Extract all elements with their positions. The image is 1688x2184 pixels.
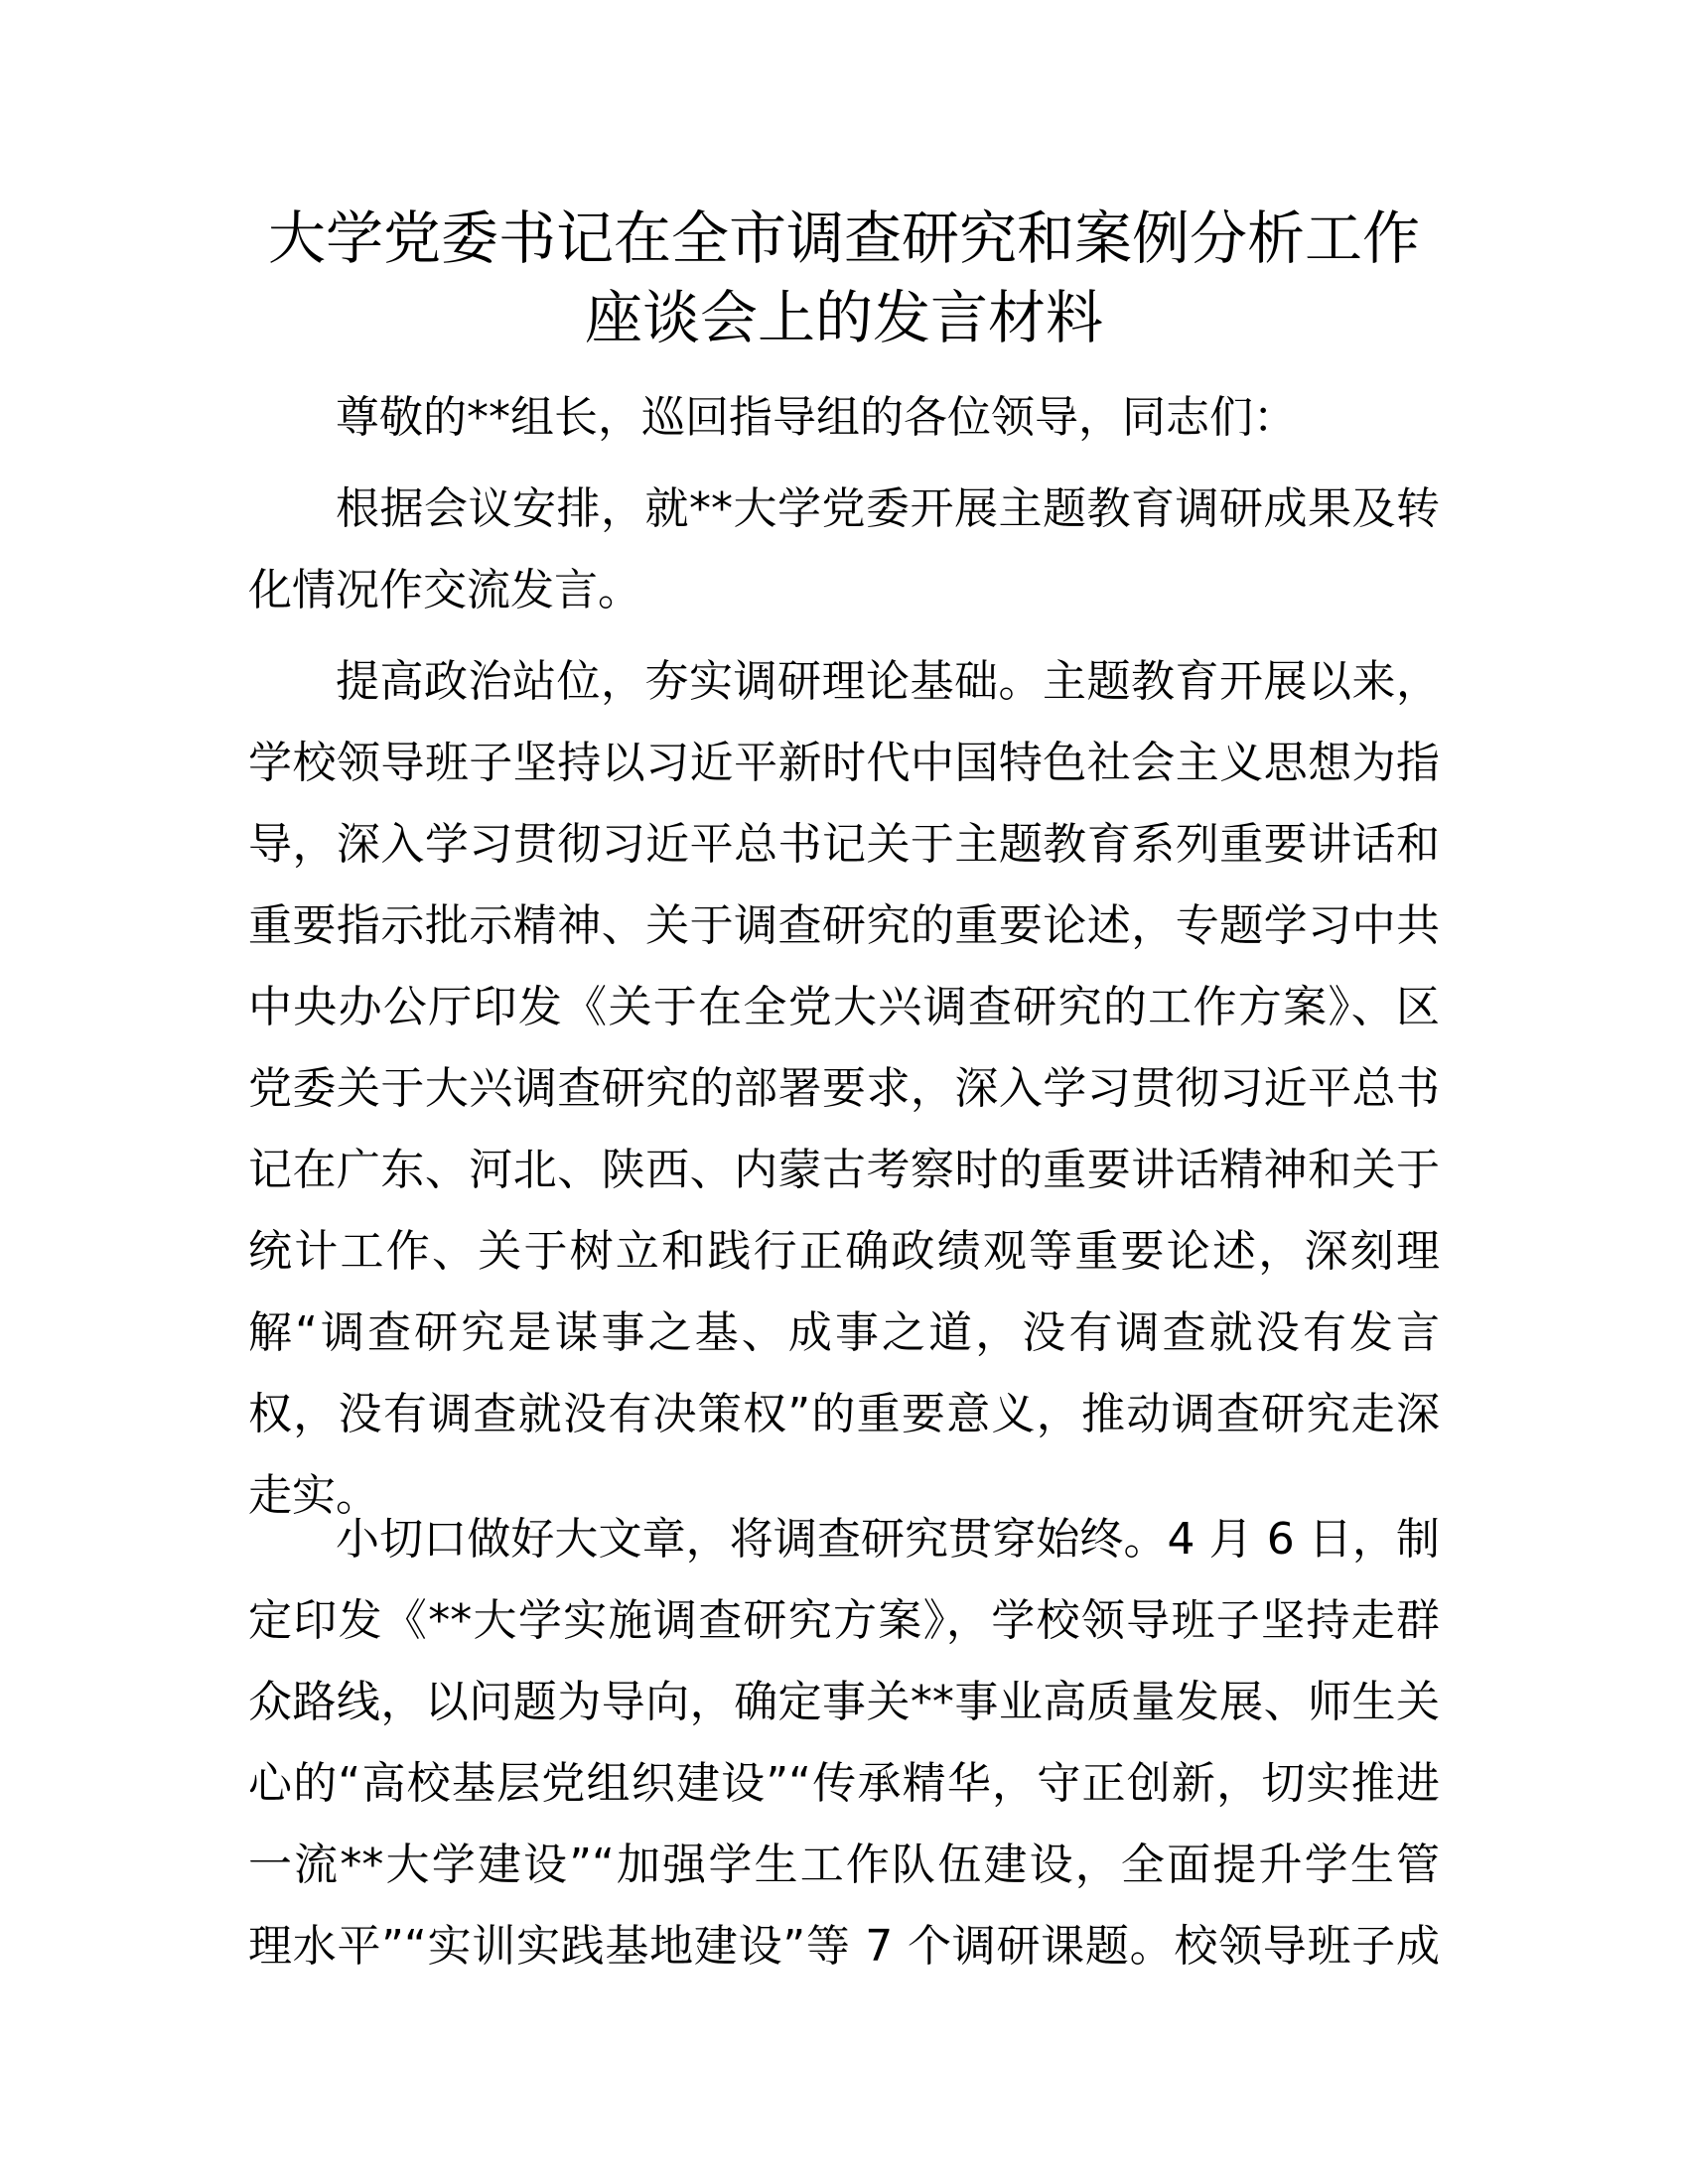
text-line: 学校领导班子坚持以习近平新时代中国特色社会主义思想为指 <box>248 738 1440 788</box>
intro-paragraph <box>248 469 1440 631</box>
text-line: 提高政治站位，夯实调研理论基础。主题教育开展以来， <box>336 656 1440 707</box>
paragraph-political-stance <box>248 641 1440 1537</box>
text-line: 化情况作交流发言。 <box>248 565 641 615</box>
text-line: 小切口做好大文章，将调查研究贯穿始终。4 月 6 日，制 <box>336 1514 1440 1565</box>
text-line: 走实。 <box>248 1470 379 1521</box>
text-line: 根据会议安排，就**大学党委开展主题教育调研成果及转 <box>336 483 1440 534</box>
text-line: 众路线，以问题为导向，确定事关**事业高质量发展、师生关 <box>248 1677 1440 1727</box>
greeting-line: 尊敬的**组长，巡回指导组的各位领导，同志们： <box>336 392 1297 443</box>
text-line: 统计工作、关于树立和践行正确政绩观等重要论述，深刻理 <box>248 1226 1440 1277</box>
text-line: 导，深入学习贯彻习近平总书记关于主题教育系列重要讲话和 <box>248 819 1440 870</box>
text-line: 记在广东、河北、陕西、内蒙古考察时的重要讲话精神和关于 <box>248 1145 1440 1195</box>
text-line: 解“调查研究是谋事之基、成事之道，没有调查就没有发言 <box>248 1307 1440 1358</box>
text-line: 定印发《**大学实施调查研究方案》，学校领导班子坚持走群 <box>248 1595 1440 1646</box>
text-line: 理水平”“实训实践基地建设”等 7 个调研课题。校领导班子成 <box>248 1921 1440 1972</box>
paragraph-research-topics <box>248 1499 1440 1987</box>
text-line: 一流**大学建设”“加强学生工作队伍建设，全面提升学生管 <box>248 1840 1440 1890</box>
document-title-line-1: 大学党委书记在全市调查研究和案例分析工作 <box>267 205 1420 272</box>
document-title-line-2: 座谈会上的发言材料 <box>584 284 1103 351</box>
greeting-paragraph <box>248 377 1440 459</box>
text-line: 重要指示批示精神、关于调查研究的重要论述，专题学习中共 <box>248 900 1440 951</box>
text-line: 权，没有调查就没有决策权”的重要意义，推动调查研究走深 <box>248 1389 1440 1439</box>
text-line: 党委关于大兴调查研究的部署要求，深入学习贯彻习近平总书 <box>248 1063 1440 1114</box>
text-line: 心的“高校基层党组织建设”“传承精华，守正创新，切实推进 <box>248 1758 1440 1809</box>
text-line: 中央办公厅印发《关于在全党大兴调查研究的工作方案》、区 <box>248 982 1440 1032</box>
